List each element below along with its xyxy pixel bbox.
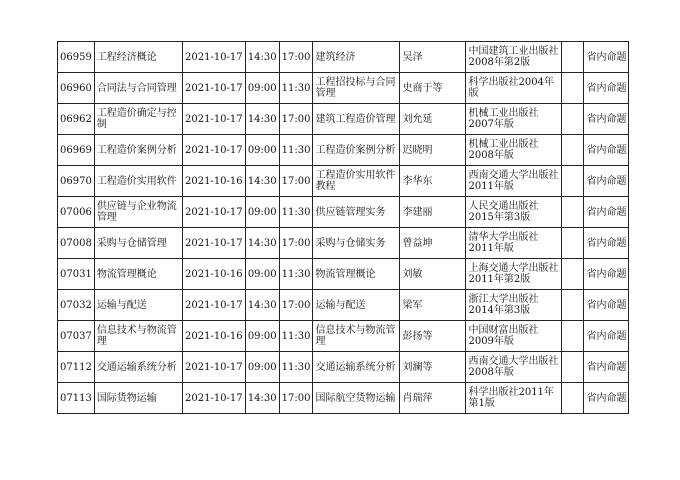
start-time-cell: 09:00 bbox=[245, 73, 279, 104]
exam-date-cell: 2021-10-17 bbox=[182, 352, 245, 383]
course-code-cell: 07006 bbox=[58, 197, 95, 228]
exam-type-cell: 省内命题 bbox=[584, 383, 629, 414]
table-row bbox=[58, 321, 629, 352]
publisher-cell: 清华大学出版社2011年版 bbox=[466, 228, 562, 259]
table-row bbox=[58, 42, 629, 73]
end-time-cell: 11:30 bbox=[279, 135, 313, 166]
course-code-cell: 06960 bbox=[58, 73, 95, 104]
blank-cell bbox=[562, 383, 584, 414]
course-code-cell: 07032 bbox=[58, 290, 95, 321]
publisher-cell: 西南交通大学出版社2008年版 bbox=[466, 352, 562, 383]
textbook-cell: 供应链管理实务 bbox=[313, 197, 400, 228]
publisher-cell: 上海交通大学出版社2011年第2版 bbox=[466, 259, 562, 290]
publisher-cell: 浙江大学出版社2014年第3版 bbox=[466, 290, 562, 321]
exam-date-cell: 2021-10-17 bbox=[182, 383, 245, 414]
table-body bbox=[58, 42, 629, 414]
start-time-cell: 14:30 bbox=[245, 42, 279, 73]
blank-cell bbox=[562, 259, 584, 290]
textbook-cell: 信息技术与物流管理 bbox=[313, 321, 400, 352]
course-code-cell: 07031 bbox=[58, 259, 95, 290]
textbook-cell: 工程招投标与合同管理 bbox=[313, 73, 400, 104]
end-time-cell: 11:30 bbox=[279, 197, 313, 228]
start-time-cell: 14:30 bbox=[245, 290, 279, 321]
course-name-cell: 供应链与企业物流管理 bbox=[94, 197, 182, 228]
blank-cell bbox=[562, 197, 584, 228]
author-cell: 梁军 bbox=[400, 290, 466, 321]
exam-date-cell: 2021-10-17 bbox=[182, 73, 245, 104]
exam-type-cell: 省内命题 bbox=[584, 321, 629, 352]
exam-type-cell: 省内命题 bbox=[584, 290, 629, 321]
author-cell: 肖瑞萍 bbox=[400, 383, 466, 414]
blank-cell bbox=[562, 228, 584, 259]
exam-date-cell: 2021-10-17 bbox=[182, 104, 245, 135]
table-row bbox=[58, 259, 629, 290]
end-time-cell: 17:00 bbox=[279, 104, 313, 135]
start-time-cell: 09:00 bbox=[245, 259, 279, 290]
table-row bbox=[58, 73, 629, 104]
course-name-cell: 工程造价实用软件 bbox=[94, 166, 182, 197]
start-time-cell: 09:00 bbox=[245, 197, 279, 228]
blank-cell bbox=[562, 73, 584, 104]
blank-cell bbox=[562, 290, 584, 321]
exam-date-cell: 2021-10-16 bbox=[182, 166, 245, 197]
author-cell: 李建丽 bbox=[400, 197, 466, 228]
course-name-cell: 工程造价案例分析 bbox=[94, 135, 182, 166]
start-time-cell: 14:30 bbox=[245, 228, 279, 259]
course-name-cell: 物流管理概论 bbox=[94, 259, 182, 290]
textbook-cell: 交通运输系统分析 bbox=[313, 352, 400, 383]
table-row bbox=[58, 352, 629, 383]
table-row bbox=[58, 383, 629, 414]
publisher-cell: 科学出版社2011年第1版 bbox=[466, 383, 562, 414]
exam-date-cell: 2021-10-17 bbox=[182, 197, 245, 228]
course-code-cell: 07112 bbox=[58, 352, 95, 383]
course-name-cell: 工程造价确定与控制 bbox=[94, 104, 182, 135]
end-time-cell: 17:00 bbox=[279, 42, 313, 73]
author-cell: 彭扬等 bbox=[400, 321, 466, 352]
course-code-cell: 06959 bbox=[58, 42, 95, 73]
blank-cell bbox=[562, 135, 584, 166]
exam-date-cell: 2021-10-16 bbox=[182, 259, 245, 290]
publisher-cell: 机械工业出版社2007年版 bbox=[466, 104, 562, 135]
exam-date-cell: 2021-10-17 bbox=[182, 290, 245, 321]
course-name-cell: 国际货物运输 bbox=[94, 383, 182, 414]
course-name-cell: 采购与仓储管理 bbox=[94, 228, 182, 259]
table-row bbox=[58, 290, 629, 321]
course-name-cell: 工程经济概论 bbox=[94, 42, 182, 73]
textbook-cell: 物流管理概论 bbox=[313, 259, 400, 290]
textbook-cell: 运输与配送 bbox=[313, 290, 400, 321]
course-name-cell: 信息技术与物流管理 bbox=[94, 321, 182, 352]
publisher-cell: 中国建筑工业出版社2008年第2版 bbox=[466, 42, 562, 73]
exam-date-cell: 2021-10-17 bbox=[182, 228, 245, 259]
exam-type-cell: 省内命题 bbox=[584, 104, 629, 135]
end-time-cell: 11:30 bbox=[279, 259, 313, 290]
textbook-cell: 建筑工程造价管理 bbox=[313, 104, 400, 135]
textbook-cell: 工程造价案例分析 bbox=[313, 135, 400, 166]
publisher-cell: 西南交通大学出版社2011年版 bbox=[466, 166, 562, 197]
exam-type-cell: 省内命题 bbox=[584, 135, 629, 166]
publisher-cell: 机械工业出版社2008年版 bbox=[466, 135, 562, 166]
table-row bbox=[58, 197, 629, 228]
end-time-cell: 11:30 bbox=[279, 73, 313, 104]
table-row bbox=[58, 104, 629, 135]
end-time-cell: 11:30 bbox=[279, 321, 313, 352]
textbook-cell: 工程造价实用软件教程 bbox=[313, 166, 400, 197]
end-time-cell: 17:00 bbox=[279, 228, 313, 259]
start-time-cell: 09:00 bbox=[245, 321, 279, 352]
author-cell: 刘敏 bbox=[400, 259, 466, 290]
course-code-cell: 06969 bbox=[58, 135, 95, 166]
exam-date-cell: 2021-10-17 bbox=[182, 42, 245, 73]
exam-type-cell: 省内命题 bbox=[584, 166, 629, 197]
course-name-cell: 交通运输系统分析 bbox=[94, 352, 182, 383]
end-time-cell: 17:00 bbox=[279, 383, 313, 414]
course-code-cell: 07113 bbox=[58, 383, 95, 414]
blank-cell bbox=[562, 321, 584, 352]
course-name-cell: 运输与配送 bbox=[94, 290, 182, 321]
start-time-cell: 14:30 bbox=[245, 166, 279, 197]
table-row bbox=[58, 166, 629, 197]
publisher-cell: 科学出版社2004年版 bbox=[466, 73, 562, 104]
course-name-cell: 合同法与合同管理 bbox=[94, 73, 182, 104]
blank-cell bbox=[562, 42, 584, 73]
end-time-cell: 17:00 bbox=[279, 166, 313, 197]
author-cell: 刘允延 bbox=[400, 104, 466, 135]
exam-date-cell: 2021-10-16 bbox=[182, 321, 245, 352]
author-cell: 史商于等 bbox=[400, 73, 466, 104]
exam-type-cell: 省内命题 bbox=[584, 197, 629, 228]
exam-type-cell: 省内命题 bbox=[584, 42, 629, 73]
textbook-cell: 国际航空货物运输 bbox=[313, 383, 400, 414]
start-time-cell: 09:00 bbox=[245, 352, 279, 383]
publisher-cell: 中国财富出版社2009年版 bbox=[466, 321, 562, 352]
author-cell: 吴泽 bbox=[400, 42, 466, 73]
author-cell: 李华东 bbox=[400, 166, 466, 197]
publisher-cell: 人民交通出版社2015年第3版 bbox=[466, 197, 562, 228]
end-time-cell: 11:30 bbox=[279, 352, 313, 383]
start-time-cell: 09:00 bbox=[245, 135, 279, 166]
exam-type-cell: 省内命题 bbox=[584, 259, 629, 290]
end-time-cell: 17:00 bbox=[279, 290, 313, 321]
exam-date-cell: 2021-10-17 bbox=[182, 135, 245, 166]
start-time-cell: 14:30 bbox=[245, 383, 279, 414]
exam-type-cell: 省内命题 bbox=[584, 228, 629, 259]
blank-cell bbox=[562, 104, 584, 135]
table-row bbox=[58, 135, 629, 166]
author-cell: 曾益坤 bbox=[400, 228, 466, 259]
exam-type-cell: 省内命题 bbox=[584, 73, 629, 104]
author-cell: 迟晓明 bbox=[400, 135, 466, 166]
table-row bbox=[58, 228, 629, 259]
course-code-cell: 07037 bbox=[58, 321, 95, 352]
author-cell: 刘澜等 bbox=[400, 352, 466, 383]
exam-type-cell: 省内命题 bbox=[584, 352, 629, 383]
textbook-cell: 建筑经济 bbox=[313, 42, 400, 73]
textbook-cell: 采购与仓储实务 bbox=[313, 228, 400, 259]
exam-schedule-table bbox=[57, 41, 629, 414]
course-code-cell: 06970 bbox=[58, 166, 95, 197]
blank-cell bbox=[562, 166, 584, 197]
course-code-cell: 06962 bbox=[58, 104, 95, 135]
course-code-cell: 07008 bbox=[58, 228, 95, 259]
start-time-cell: 14:30 bbox=[245, 104, 279, 135]
blank-cell bbox=[562, 352, 584, 383]
